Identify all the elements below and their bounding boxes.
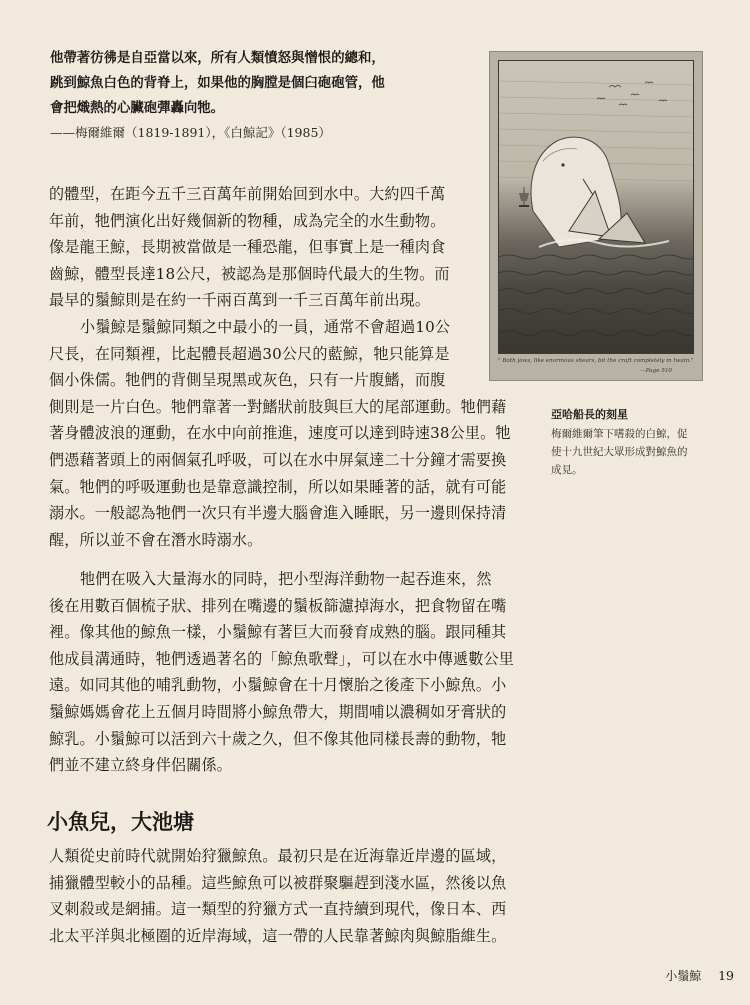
body-line: 人類從史前時代就開始狩獵鯨魚。最初只是在近海靠近岸邊的區域， bbox=[49, 847, 507, 865]
body-line: 鬚鯨媽媽會花上五個月時間將小鯨魚帶大，期間哺以濃稠如牙膏狀的 bbox=[49, 702, 507, 721]
epigraph-line: 他帶著彷彿是自亞當以來，所有人類憤怒與憎恨的總和， bbox=[50, 51, 385, 66]
page-footer bbox=[665, 967, 734, 984]
body-line: 尺長，在同類裡，比起體長超過30公尺的藍鯨，牠只能算是 bbox=[49, 344, 450, 363]
body-line: 溺水。一般認為牠們一次只有半邊大腦會進入睡眠，另一邊則保持清 bbox=[49, 504, 507, 523]
body-line: 個小侏儒。牠們的背側呈現黑或灰色，只有一片腹鰭，而腹 bbox=[49, 371, 446, 390]
body-paragraph-1 bbox=[49, 181, 450, 314]
body-line: 遠。如同其他的哺乳動物，小鬚鯨會在十月懷胎之後產下小鯨魚。小 bbox=[49, 676, 507, 695]
body-line: 們憑藉著頭上的兩個氣孔呼吸，可以在水中屏氣達二十分鐘才需要換 bbox=[49, 450, 507, 469]
body-line: 叉刺殺或是網捕。這一類型的狩獵方式一直持續到現代，像日本、西 bbox=[49, 900, 507, 919]
epigraph-quote bbox=[50, 46, 430, 144]
running-title: 小鬚鯨 bbox=[665, 969, 702, 983]
section-paragraph bbox=[49, 843, 506, 949]
body-line: 裡。像其他的鯨魚一樣，小鬚鯨有著巨大而發育成熟的腦。跟同種其 bbox=[49, 623, 507, 642]
body-line: 後在用數百個梳子狀、排列在嘴邊的鬚板篩濾掉海水，把食物留在嘴 bbox=[49, 596, 507, 615]
illustration-caption: " Both jaws, like enormous shears, bit the craft completely in twain." bbox=[498, 358, 694, 364]
caption-line: 梅爾維爾筆下嗜殺的白鯨，促 bbox=[551, 428, 688, 440]
epigraph-line: 會把熾熱的心臟砲彈轟向牠。 bbox=[50, 101, 225, 116]
body-line: 們並不建立終身伴侶關係。 bbox=[49, 756, 232, 775]
body-line: 牠們在吸入大量海水的同時，把小型海洋動物一起吞進來，然 bbox=[80, 570, 492, 588]
body-line: 著身體波浪的運動，在水中向前推進，速度可以達到時速38公里。牠 bbox=[49, 424, 511, 443]
moby-dick-illustration bbox=[489, 51, 703, 381]
body-line: 鯨乳。小鬚鯨可以活到六十歲之久，但不像其他同樣長壽的動物，牠 bbox=[49, 729, 507, 748]
body-line: 側則是一片白色。牠們靠著一對鰭狀前肢與巨大的尾部運動。牠們藉 bbox=[49, 397, 507, 416]
body-paragraph-3 bbox=[49, 566, 514, 779]
body-line: 氣。牠們的呼吸運動也是靠意識控制，所以如果睡著的話，就有可能 bbox=[49, 477, 507, 496]
body-line: 像是龍王鯨，長期被當做是一種恐龍，但事實上是一種肉食 bbox=[49, 238, 446, 257]
body-line: 最早的鬚鯨則是在約一千兩百萬到一千三百萬年前出現。 bbox=[49, 291, 431, 310]
whale-engraving-image bbox=[498, 60, 694, 354]
epigraph-line: 跳到鯨魚白色的背脊上，如果他的胸膛是個臼砲砲管，他 bbox=[50, 76, 385, 91]
body-line: 捕獵體型較小的品種。這些鯨魚可以被群聚驅趕到淺水區，然後以魚 bbox=[49, 873, 507, 892]
caption-line: 使十九世紀大眾形成對鯨魚的 bbox=[551, 446, 688, 458]
illustration-credit: —Page 510 bbox=[640, 368, 672, 374]
caption-line: 成見。 bbox=[551, 464, 583, 476]
body-line: 他成員溝通時，牠們透過著名的「鯨魚歌聲」，可以在水中傳遞數公里 bbox=[49, 649, 515, 668]
body-line: 年前，牠們演化出好幾個新的物種，成為完全的水生動物。 bbox=[49, 211, 446, 230]
body-line: 醒，所以並不會在潛水時溺水。 bbox=[49, 530, 263, 549]
image-caption-text bbox=[551, 425, 711, 479]
body-paragraph-2 bbox=[49, 314, 511, 553]
image-caption-title: 亞哈船長的刻星 bbox=[551, 408, 628, 421]
body-line: 齒鯨，體型長達18公尺，被認為是那個時代最大的生物。而 bbox=[49, 264, 450, 283]
body-line: 小鬚鯨是鬚鯨同類之中最小的一員，通常不會超過10公 bbox=[80, 318, 451, 336]
body-line: 的體型，在距今五千三百萬年前開始回到水中。大約四千萬 bbox=[49, 185, 446, 203]
page-number: 19 bbox=[718, 968, 734, 983]
image-caption-box bbox=[551, 405, 711, 479]
epigraph-source: ——梅爾維爾（1819-1891），《白鯨記》（1985） bbox=[50, 125, 331, 140]
section-heading: 小魚兒，大池塘 bbox=[47, 810, 194, 834]
body-line: 北太平洋與北極圈的近岸海域，這一帶的人民靠著鯨肉與鯨脂維生。 bbox=[49, 926, 507, 945]
